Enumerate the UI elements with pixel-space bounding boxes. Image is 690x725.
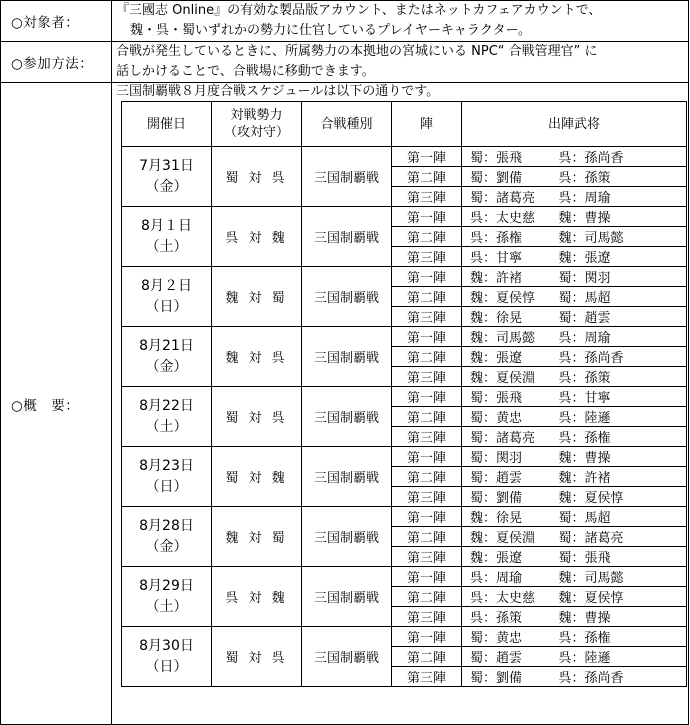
target-text bbox=[112, 1, 689, 42]
method-line-2: 話しかけることで、合戦場に移動できます。 bbox=[116, 64, 375, 79]
general-attacker: 呉：孫権 bbox=[462, 227, 555, 247]
event-matchup bbox=[212, 387, 302, 447]
event-date: 8月１日 bbox=[141, 217, 192, 234]
header-vs-line2: （攻対守） bbox=[223, 125, 289, 140]
general-attacker: 蜀：黄忠 bbox=[462, 407, 555, 427]
event-matchup-text: 呉 対 魏 bbox=[225, 231, 288, 246]
event-matchup bbox=[212, 327, 302, 387]
event-matchup bbox=[212, 447, 302, 507]
event-matchup bbox=[212, 147, 302, 207]
schedule-row bbox=[122, 327, 687, 347]
overview-row bbox=[1, 83, 689, 725]
general-defender: 魏：夏侯惇 bbox=[555, 487, 687, 507]
general-defender: 呉：陸遜 bbox=[555, 647, 687, 667]
general-attacker: 呉：甘寧 bbox=[462, 247, 555, 267]
general-attacker: 蜀：張飛 bbox=[462, 147, 555, 167]
event-date: 8月28日 bbox=[139, 517, 194, 534]
event-matchup-text: 呉 対 魏 bbox=[225, 591, 288, 606]
event-matchup-text: 魏 対 呉 bbox=[225, 351, 288, 366]
general-attacker: 呉：太史慈 bbox=[462, 207, 555, 227]
wave-label: 第一陣 bbox=[392, 447, 462, 467]
wave-label: 第一陣 bbox=[392, 207, 462, 227]
general-defender: 蜀：諸葛亮 bbox=[555, 527, 687, 547]
general-defender: 蜀：馬超 bbox=[555, 287, 687, 307]
general-attacker: 魏：夏侯淵 bbox=[462, 367, 555, 387]
general-attacker: 呉：孫策 bbox=[462, 607, 555, 627]
wave-label: 第一陣 bbox=[392, 507, 462, 527]
schedule-row bbox=[122, 507, 687, 527]
wave-label: 第三陣 bbox=[392, 427, 462, 447]
general-defender: 呉：陸遜 bbox=[555, 407, 687, 427]
general-attacker: 魏：張遼 bbox=[462, 347, 555, 367]
general-defender: 呉：孫権 bbox=[555, 427, 687, 447]
header-type: 合戦種別 bbox=[302, 102, 392, 147]
event-weekday: （金） bbox=[145, 538, 188, 555]
event-battle-type: 三国制覇戦 bbox=[302, 207, 392, 267]
wave-label: 第三陣 bbox=[392, 187, 462, 207]
general-defender: 呉：孫尚香 bbox=[555, 347, 687, 367]
event-date-cell bbox=[122, 507, 212, 567]
general-attacker: 蜀：劉備 bbox=[462, 487, 555, 507]
general-attacker: 魏：夏侯淵 bbox=[462, 527, 555, 547]
event-matchup bbox=[212, 207, 302, 267]
general-defender: 呉：孫策 bbox=[555, 167, 687, 187]
header-vs bbox=[212, 102, 302, 147]
schedule-intro: 三国制覇戦８月度合戦スケジュールは以下の通りです。 bbox=[116, 84, 440, 99]
wave-label: 第二陣 bbox=[392, 407, 462, 427]
general-defender: 魏：夏侯惇 bbox=[555, 587, 687, 607]
wave-label: 第一陣 bbox=[392, 327, 462, 347]
event-weekday: （土） bbox=[145, 238, 188, 255]
general-attacker: 蜀：張飛 bbox=[462, 387, 555, 407]
event-date-cell bbox=[122, 567, 212, 627]
event-matchup-text: 魏 対 蜀 bbox=[225, 531, 288, 546]
general-defender: 魏：曹操 bbox=[555, 207, 687, 227]
wave-label: 第二陣 bbox=[392, 527, 462, 547]
general-defender: 呉：周瑜 bbox=[555, 187, 687, 207]
general-attacker: 蜀：趙雲 bbox=[462, 647, 555, 667]
wave-label: 第一陣 bbox=[392, 147, 462, 167]
event-date: 8月21日 bbox=[139, 337, 194, 354]
event-date-cell bbox=[122, 627, 212, 687]
method-label: ○参加方法： bbox=[1, 42, 112, 83]
event-battle-type: 三国制覇戦 bbox=[302, 507, 392, 567]
event-battle-type: 三国制覇戦 bbox=[302, 447, 392, 507]
general-defender: 蜀：馬超 bbox=[555, 507, 687, 527]
general-defender: 呉：周瑜 bbox=[555, 327, 687, 347]
event-battle-type: 三国制覇戦 bbox=[302, 327, 392, 387]
general-attacker: 魏：許褚 bbox=[462, 267, 555, 287]
event-weekday: （日） bbox=[145, 478, 188, 495]
wave-label: 第二陣 bbox=[392, 467, 462, 487]
overview-label: ○概 要： bbox=[1, 83, 112, 725]
schedule-header-row bbox=[122, 102, 687, 147]
event-battle-type: 三国制覇戦 bbox=[302, 567, 392, 627]
event-matchup bbox=[212, 627, 302, 687]
general-defender: 魏：曹操 bbox=[555, 607, 687, 627]
general-attacker: 蜀：趙雲 bbox=[462, 467, 555, 487]
schedule-row bbox=[122, 387, 687, 407]
general-defender: 魏：許褚 bbox=[555, 467, 687, 487]
general-defender: 蜀：張飛 bbox=[555, 547, 687, 567]
method-row bbox=[1, 42, 689, 83]
overview-content bbox=[112, 83, 689, 725]
general-attacker: 蜀：諸葛亮 bbox=[462, 427, 555, 447]
general-attacker: 蜀：関羽 bbox=[462, 447, 555, 467]
event-matchup bbox=[212, 567, 302, 627]
target-line-2: 魏・呉・蜀いずれかの勢力に仕官しているプレイヤーキャラクター。 bbox=[130, 23, 532, 38]
event-date: 8月22日 bbox=[139, 397, 194, 414]
schedule-table bbox=[121, 101, 687, 687]
event-weekday: （日） bbox=[145, 658, 188, 675]
general-attacker: 蜀：黄忠 bbox=[462, 627, 555, 647]
event-weekday: （日） bbox=[145, 298, 188, 315]
method-line-1: 合戦が発生しているときに、所属勢力の本拠地の宮城にいる NPC“ 合戦管理官” に bbox=[116, 44, 598, 59]
event-date-cell bbox=[122, 327, 212, 387]
general-defender: 魏：曹操 bbox=[555, 447, 687, 467]
schedule-row bbox=[122, 207, 687, 227]
general-attacker: 呉：周瑜 bbox=[462, 567, 555, 587]
schedule-row bbox=[122, 147, 687, 167]
event-date: 8月30日 bbox=[139, 637, 194, 654]
wave-label: 第三陣 bbox=[392, 487, 462, 507]
general-attacker: 蜀：諸葛亮 bbox=[462, 187, 555, 207]
event-matchup-text: 蜀 対 魏 bbox=[225, 471, 288, 486]
general-attacker: 魏：夏侯惇 bbox=[462, 287, 555, 307]
header-jin: 陣 bbox=[392, 102, 462, 147]
general-defender: 呉：孫尚香 bbox=[555, 147, 687, 167]
wave-label: 第一陣 bbox=[392, 387, 462, 407]
event-date: 8月29日 bbox=[139, 577, 194, 594]
event-matchup-text: 蜀 対 呉 bbox=[225, 651, 288, 666]
event-date-cell bbox=[122, 387, 212, 447]
target-label: ○対象者： bbox=[1, 1, 112, 42]
event-date-cell bbox=[122, 207, 212, 267]
wave-label: 第三陣 bbox=[392, 667, 462, 687]
general-attacker: 魏：張遼 bbox=[462, 547, 555, 567]
general-defender: 呉：孫尚香 bbox=[555, 667, 687, 687]
event-weekday: （金） bbox=[145, 178, 188, 195]
wave-label: 第一陣 bbox=[392, 627, 462, 647]
general-defender: 魏：司馬懿 bbox=[555, 227, 687, 247]
method-text bbox=[112, 42, 689, 83]
general-attacker: 蜀：劉備 bbox=[462, 167, 555, 187]
general-defender: 魏：司馬懿 bbox=[555, 567, 687, 587]
event-matchup-text: 蜀 対 呉 bbox=[225, 171, 288, 186]
event-date-cell bbox=[122, 447, 212, 507]
general-defender: 蜀：関羽 bbox=[555, 267, 687, 287]
event-weekday: （土） bbox=[145, 598, 188, 615]
event-matchup-text: 蜀 対 呉 bbox=[225, 411, 288, 426]
event-battle-type: 三国制覇戦 bbox=[302, 627, 392, 687]
header-generals: 出陣武将 bbox=[462, 102, 687, 147]
general-attacker: 蜀：劉備 bbox=[462, 667, 555, 687]
event-battle-type: 三国制覇戦 bbox=[302, 267, 392, 327]
wave-label: 第二陣 bbox=[392, 587, 462, 607]
schedule-row bbox=[122, 267, 687, 287]
wave-label: 第二陣 bbox=[392, 287, 462, 307]
general-defender: 呉：孫権 bbox=[555, 627, 687, 647]
event-date: 8月２日 bbox=[141, 277, 192, 294]
general-attacker: 魏：徐晃 bbox=[462, 307, 555, 327]
event-date: 8月23日 bbox=[139, 457, 194, 474]
general-attacker: 魏：徐晃 bbox=[462, 507, 555, 527]
general-defender: 蜀：趙雲 bbox=[555, 307, 687, 327]
event-date-cell bbox=[122, 267, 212, 327]
event-matchup-text: 魏 対 蜀 bbox=[225, 291, 288, 306]
event-weekday: （土） bbox=[145, 418, 188, 435]
event-weekday: （金） bbox=[145, 358, 188, 375]
schedule-row bbox=[122, 627, 687, 647]
wave-label: 第二陣 bbox=[392, 647, 462, 667]
header-vs-line1: 対戦勢力 bbox=[230, 108, 283, 123]
wave-label: 第一陣 bbox=[392, 267, 462, 287]
schedule-row bbox=[122, 447, 687, 467]
target-row bbox=[1, 1, 689, 42]
wave-label: 第一陣 bbox=[392, 567, 462, 587]
event-battle-type: 三国制覇戦 bbox=[302, 387, 392, 447]
wave-label: 第二陣 bbox=[392, 347, 462, 367]
event-matchup bbox=[212, 267, 302, 327]
event-battle-type: 三国制覇戦 bbox=[302, 147, 392, 207]
target-line-1: 『三國志 Online』の有効な製品版アカウント、またはネットカフェアカウントで、 bbox=[116, 3, 602, 18]
header-date: 開催日 bbox=[122, 102, 212, 147]
wave-label: 第二陣 bbox=[392, 167, 462, 187]
general-defender: 呉：孫策 bbox=[555, 367, 687, 387]
schedule-row bbox=[122, 567, 687, 587]
wave-label: 第三陣 bbox=[392, 307, 462, 327]
wave-label: 第三陣 bbox=[392, 547, 462, 567]
general-defender: 呉：甘寧 bbox=[555, 387, 687, 407]
event-matchup bbox=[212, 507, 302, 567]
wave-label: 第三陣 bbox=[392, 367, 462, 387]
wave-label: 第三陣 bbox=[392, 247, 462, 267]
general-defender: 魏：張遼 bbox=[555, 247, 687, 267]
general-attacker: 呉：太史慈 bbox=[462, 587, 555, 607]
wave-label: 第二陣 bbox=[392, 227, 462, 247]
general-attacker: 魏：司馬懿 bbox=[462, 327, 555, 347]
wave-label: 第三陣 bbox=[392, 607, 462, 627]
event-date-cell bbox=[122, 147, 212, 207]
event-date: 7月31日 bbox=[139, 157, 194, 174]
